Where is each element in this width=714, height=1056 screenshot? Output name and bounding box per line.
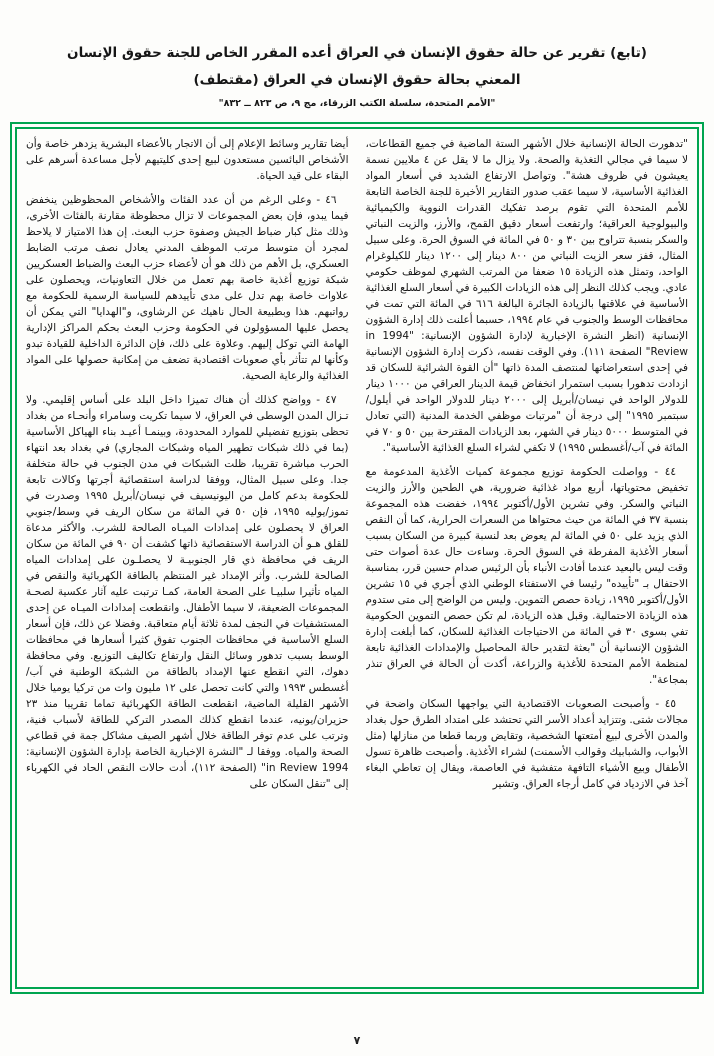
paragraph-47: ٤٧ - وواضح كذلك أن هناك تميزا داخل البلد على أساس إقليمي. ولا تـزال المدن الوسطى في العراق، لا سيما تكريت وسامراء وأنحـاء من بغداد تحظى بتوزيع تفضيلي للموارد المحدودة، وبينمـا أعيـد بناء الهياكل الأساسية (بما في ذلك شبكات تطهير المياه وشبكات المجاري) في بغداد بعد انتهاء الحرب مباشرة تقريبا، ظلت الشبكات في مدن الجنوب في حالة متخلفة جدا. وعلى سبيل المثال، ووفقا لدراسة استقصائية أجرتها وكالات تابعة للحكومة بدعم كامل من اليونيسيف في نيسان/أبريل ١٩٩٥ وصدرت في تموز/يوليه ١٩٩٥، فإن ٥٠ في المائة من سكان الريف في وسط/جنوبي العراق لا يحصلون على إمدادات الميـاه الصالحة للشرب. والأكثر مدعاة للقلق هـو أن الدراسة الاستقصائية ذاتها كشفت أن ٩٠ في المائة من سكان الريف في محافظة ذي قار الجنوبيـة لا يحصلـون على إمدادات المياه الصالحة للشرب. وأثر الإمداد غير المنتظم بالطاقة الكهربائية والنقص في المياه تأثيرا سلبيـا على الصحة العامة، كمـا ترتبت عليه آثار عكسية لصحـة المجموعات الضعيفة، لا سيما الأطفال. وانقطعت إمدادات الميـاه عن إحدى المستشفيات في النجف لمدة ثلاثة أيام متعاقبة. وفضلا عن ذلك، فإن أسعار السلع الأساسية في محافظات الجنوب تفوق كثيرا أسعارها في محافظات الوسط بسبب تدهور وسائل النقل وارتفاع تكاليف التوزيع. وفي محافظة دهوك، التي انقطع عنها الإمداد بالطاقة من الشبكة الوطنية في آب/أغسطس ١٩٩٣ والتي كانت تحصل على ١٢ مليون وات من تركيا يوميا خلال الأشهر القليلة الماضية، انقطعت الطاقة الكهربائية تماما تقريبا منذ ٢٣ حزيران/يونيه، عندما انقطع كذلك المصدر التركي للطاقة لأسباب فنية، وترتب على عدم توفر الطاقة خلال أشهر الصيف مشاكل جمة في قطاعي الصحة والمياه. ووفقا لـ "النشرة الإخبارية الخاصة بإدارة الشؤون الإنسانية: 1994 in Review" (الصفحة ١١٢)، أدت حالات النقص الحاد في الكهرباء إلى "تنقل السكان على xyxy=(26,394,349,791)
column-left xyxy=(26,136,349,980)
column-right xyxy=(366,136,689,980)
page-number: ٧ xyxy=(353,1034,361,1047)
paragraph-continuation-right: "تدهورت الحالة الإنسانية خلال الأشهر الستة الماضية في جميع القطاعات، لا سيما في مجالي التغذية والصحة. ولا يزال ما لا يقل عن ٤ ملايين نسمة يعيشون في ظروف هشة". وتواصل الارتفاع الشديد في أسعار المواد الغذائية الأساسية، لا سيما عقب صدور التقارير الأخيرة للجنة الخاصة التابعة للأمم المتحدة التي تقوم برصد تفكيك القدرات النووية والكيميائية والبيولوجية العراقية؛ وارتفعت أسعار دقيق القمح، والأرز، والزيت النباتي والسكر بنسبة تتراوح بين ٣٠ و ٥٠ في المائة في السوق الحرة. وعلى سبيل المثال، قفز سعر الزيت النباتي من ٨٠٠ دينار إلى ١٢٠٠ دينار للكيلوغرام الواحد، وتمثل هذه الزيادة ١٥ ضعفا من المرتب الشهري لموظف حكومي عادي. ويجب كذلك النظر إلى هذه الزيادات الكبيرة في أسعار السلع الغذائية الأساسية في علاقتها بالزيادة الجائرة البالغة ٦١٦ في المائة التي تمت في محافظات الوسط والجنوب في عام ١٩٩٤، حسبما أعلنت ذلك إدارة الشؤون الإنسانية (انظر النشرة الإخبارية لإدارة الشؤون الإنسانية: "1994 in Review" الصفحة ١١١). وفي الوقت نفسه، ذكرت إدارة الشؤون الإنسانية في إحدى استعراضاتها لمنتصف المدة ذاتها "أن القوة الشرائية للسكان قد ازدادت تدهورا بسبب استمرار انخفاض قيمة الدينار العراقي من ١٠٠٠ دينار للدولار الواحد في نيسان/أبريل إلى ٢٠٠٠ دينار للدولار الواحد في أيلول/سبتمبر ١٩٩٥" إلى درجة أن "مرتبات موظفي الخدمة المدنية (التي تعادل في المتوسط ٥٠٠٠ دينار في الشهر، بعد الزيادات المقترحة بين ٥٠ و ٧٠ في المائة في آب/أغسطس ١٩٩٥) لا تكفي لشراء السلع الغذائية الأساسية". xyxy=(365,138,688,455)
page-footer xyxy=(0,1029,714,1048)
paragraph-46: ٤٦ - وعلى الرغم من أن عدد الفئات والأشخاص المحظوظين ينخفض فيما يبدو، فإن بعض المجموعات لا تزال محظوظة مقارنة بالفئات الأخرى، وذلك مثل كبار ضباط الجيش وصفوة حزب البعث. إن هذا الامتياز لا يلاحظ لمجرد أن متوسط مرتب الموظف المدني يعادل نصف مرتب الضابط العسكري، بل الأهم من ذلك هو أن لأعضاء حزب البعث والضباط العسكريين شبكة توزيع أغذية خاصة بهم تعمل من خلال التعاونيات، ويحصلون على علاوات خاصة بهم تدل على مدى تأييدهم للسياسة الرسمية للحكومة مع رواتبهم. هذا وبطبيعة الحال ناهيك عن الرشاوى، و"الهدايا" التي يمكن أن يحصل عليها المسؤولون في الحكومة وحزب البعث بحكم المراكز الإدارية الهامة التي توكل إليهم. وعلاوة على ذلك، فإن الدائرة الداخلية للقيادة تبدو وكأنها لم تتأثر بأي صعوبات اقتصادية تضعف من إمكانية حصولها على المواد الغذائية والرعاية الصحية. xyxy=(26,194,349,383)
green-double-border-frame xyxy=(10,122,704,994)
text-columns xyxy=(26,136,688,980)
document-title-line2: المعني بحالة حقوق الإنسان في العراق (مقتطف) xyxy=(193,72,521,89)
document-source-citation: "الأمم المتحدة، سلسلة الكتب الزرقاء، مج ٩، ص ٨٢٣ ــ ٨٣٢" xyxy=(218,98,496,110)
paragraph-44: ٤٤ - وواصلت الحكومة توزيع مجموعة كميات الأغذية المدعومة مع تخفيض محتوياتها، أربع مواد غذائية ضرورية، هي الطحين والأرز والزيت النباتي والسكر. وفي تشرين الأول/أكتوبر ١٩٩٤، خفضت هذه المجموعة بنسبة ٣٧ في المائة من حيث محتواها من السعرات الحرارية، كما أن النقص الذي يزيد على ٥٠ في المائة لم يعوض بعد لنسبة كبيرة من السكان بسبب أسعار الأغذية المفرطة في السوق الحرة. وساءت حال عدة أصوات حتى وقت ليس بالبعيد عندما أفادت الأنباء بأن الرئيس صدام حسين قرر، بمناسبة الاحتفال بـ "تأييده" رئيسا في الاستفتاء الوطني الذي أجري في ١٥ تشرين الأول/أكتوبر ١٩٩٥، زيادة حصص التموين. وليس من الواضح إلى متى ستدوم هذه الزيادة الاحتمالية. وقبل هذه الزيادة، لم تكن حصص التموين الحكومية تفي بسوى ٣٠ في المائة من الاحتياجات الغذائية للسكان، كما أبلغت إدارة الشؤون الإنسانية أن "بعثة لتقدير حالة المحاصيل والإمدادات الغذائية تابعة لمنظمة الأمم المتحدة للأغذية والزراعة، أكدت أن الحالة في العراق تنذر بمجاعة". xyxy=(365,466,688,687)
paragraph-45: ٤٥ - وأصبحت الصعوبات الاقتصادية التي يواجهها السكان واضحة في مجالات شتى. وتتزايد أعداد الأسر التي تحتشد على امتداد الطرق حول بغداد والمدن الأخرى لبيع أمتعتها الشخصية، وتقايض وربما قطعا من منازلها (مثل الأبواب، والشبابيك وقوالب الأسمنت) لشراء الأغذية. وأصبحت ظاهرة تسول الأطفال وبيع الأشياء التافهة متفشية في العاصمة، ويقال إن تعاطي البغاء آخذ في الازدياد في كامل أرجاء العراق. وتشير xyxy=(365,698,688,791)
document-header xyxy=(0,0,714,109)
paragraph-continuation-left: أيضا تقارير وسائط الإعلام إلى أن الاتجار بالأعضاء البشرية يزدهر خاصة وأن الأشخاص البائسين مستعدون لبيع إحدى كليتيهم لأجل مساعدة أسرهم على البقاء على قيد الحياة. xyxy=(26,138,349,183)
document-title-line1: (تابع) تقرير عن حالة حقوق الإنسان في العراق أعده المقرر الخاص للجنة حقوق الإنسان xyxy=(67,45,647,61)
